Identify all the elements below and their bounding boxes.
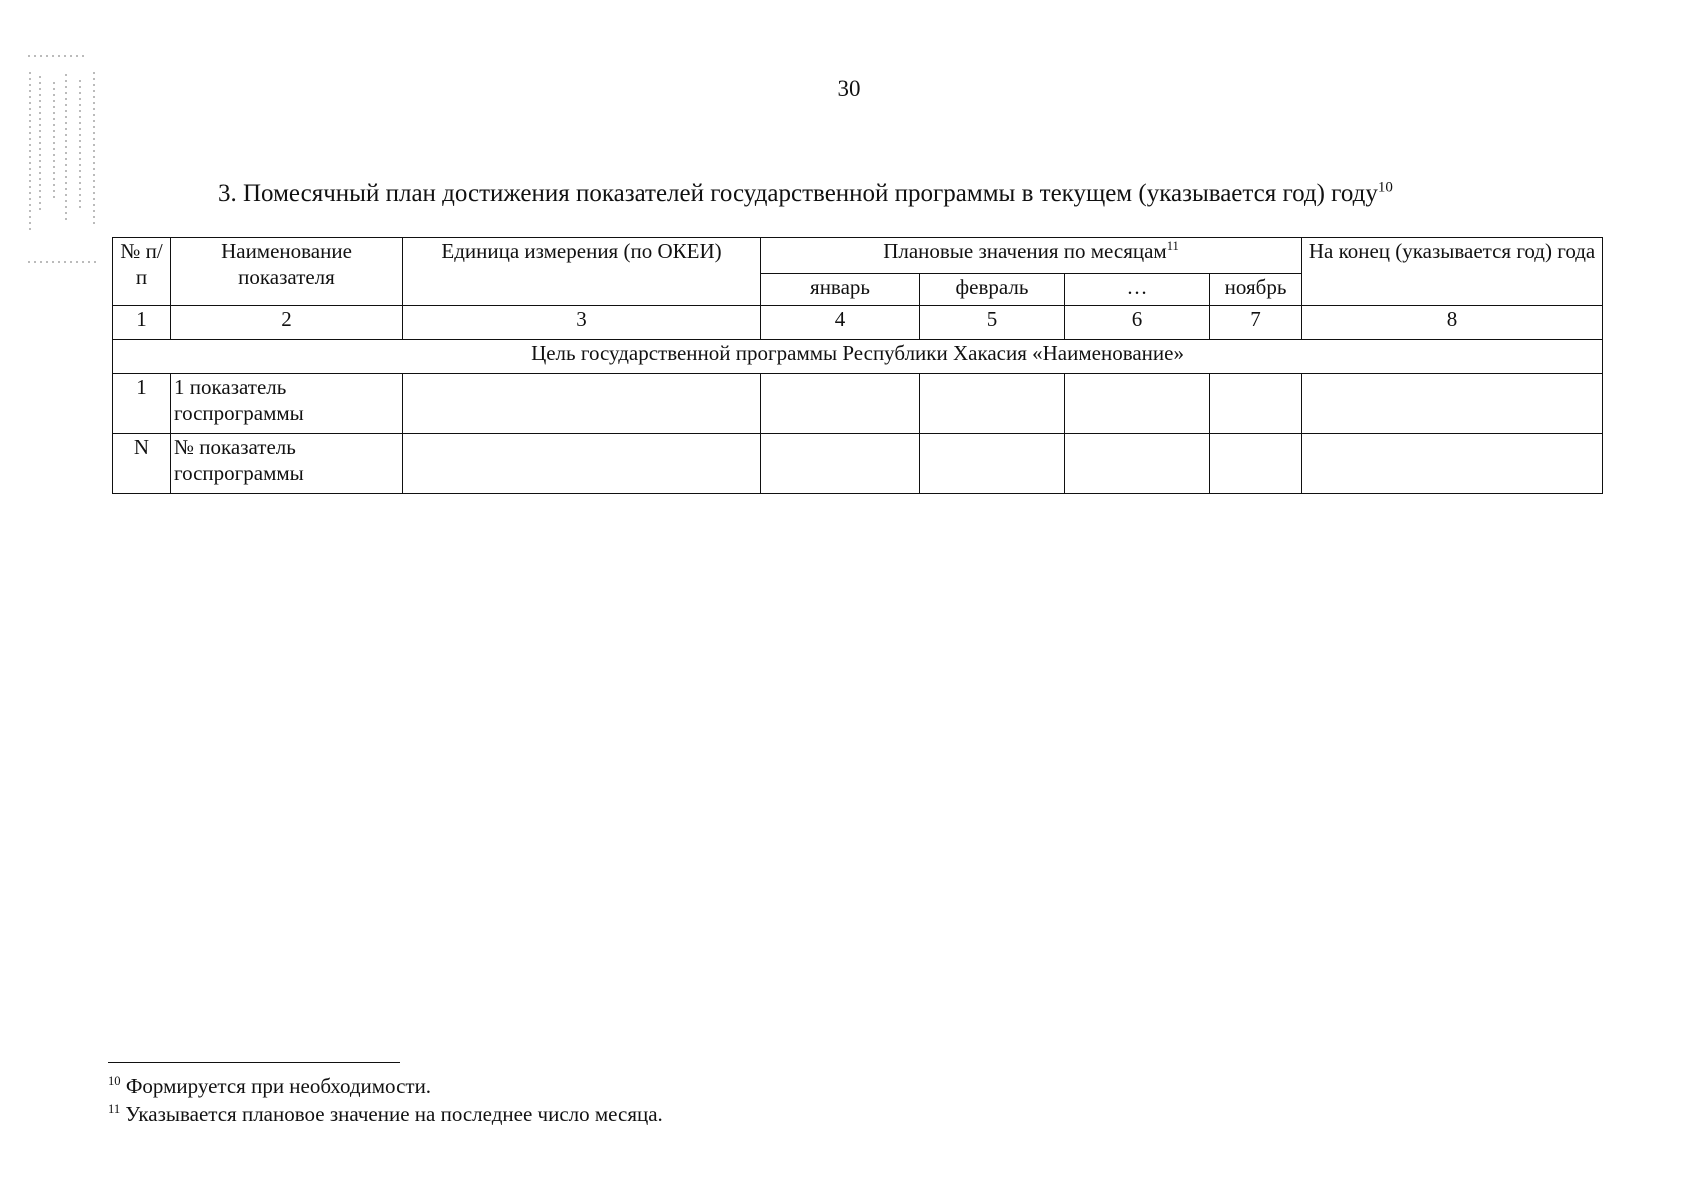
footnote-ref: 11: [108, 1102, 121, 1116]
footnote-text: Формируется при необходимости.: [125, 1074, 432, 1098]
header-monthly: [761, 238, 1302, 274]
empty-cell: [761, 374, 920, 434]
empty-cell: [1065, 374, 1210, 434]
empty-cell: [403, 374, 761, 434]
column-number: 1: [113, 306, 171, 340]
goal-row: [113, 340, 1603, 374]
header-month-2: февраль: [920, 274, 1065, 306]
header-monthly-text: Плановые значения по месяцам: [883, 239, 1167, 263]
header-month-4: ноябрь: [1210, 274, 1302, 306]
empty-cell: [1065, 434, 1210, 494]
title-footnote-ref: 10: [1377, 179, 1393, 196]
column-number: 6: [1065, 306, 1210, 340]
goal-cell: Цель государственной программы Республики Хакасия «Наименование»: [113, 340, 1603, 374]
empty-cell: [761, 434, 920, 494]
column-number: 4: [761, 306, 920, 340]
empty-cell: [403, 434, 761, 494]
header-row-1: [113, 238, 1603, 274]
header-unit: Единица измерения (по ОКЕИ): [403, 238, 761, 306]
header-year-end: На конец (указывается год) года: [1302, 238, 1603, 306]
empty-cell: [1302, 434, 1603, 494]
empty-cell: [1210, 374, 1302, 434]
header-monthly-ref: 11: [1166, 239, 1179, 253]
column-number-row: [113, 306, 1603, 340]
footnote-text: Указывается плановое значение на последнее число месяца.: [125, 1102, 663, 1126]
column-number: 7: [1210, 306, 1302, 340]
empty-cell: [920, 434, 1065, 494]
row-name: № показатель госпрограммы: [171, 434, 403, 494]
column-number: 5: [920, 306, 1065, 340]
row-name: 1 показатель госпрограммы: [171, 374, 403, 434]
footnote-11: [108, 1102, 663, 1127]
table-row: [113, 374, 1603, 434]
header-num: № п/п: [113, 238, 171, 306]
table-row: [113, 434, 1603, 494]
row-num: N: [113, 434, 171, 494]
empty-cell: [1302, 374, 1603, 434]
page-number: 30: [837, 76, 861, 101]
monthly-plan-table: [112, 237, 1603, 494]
footnote-divider: [108, 1062, 400, 1063]
empty-cell: [1210, 434, 1302, 494]
header-month-1: январь: [761, 274, 920, 306]
footnote-10: [108, 1074, 431, 1099]
empty-cell: [920, 374, 1065, 434]
header-name: Наименование показателя: [171, 238, 403, 306]
column-number: 8: [1302, 306, 1603, 340]
section-title: [218, 180, 1393, 208]
row-num: 1: [113, 374, 171, 434]
header-month-3: …: [1065, 274, 1210, 306]
column-number: 3: [403, 306, 761, 340]
column-number: 2: [171, 306, 403, 340]
section-title-text: 3. Помесячный план достижения показателей государственной программы в текущем (указывается год) году: [218, 180, 1378, 207]
footnote-ref: 10: [108, 1074, 121, 1088]
